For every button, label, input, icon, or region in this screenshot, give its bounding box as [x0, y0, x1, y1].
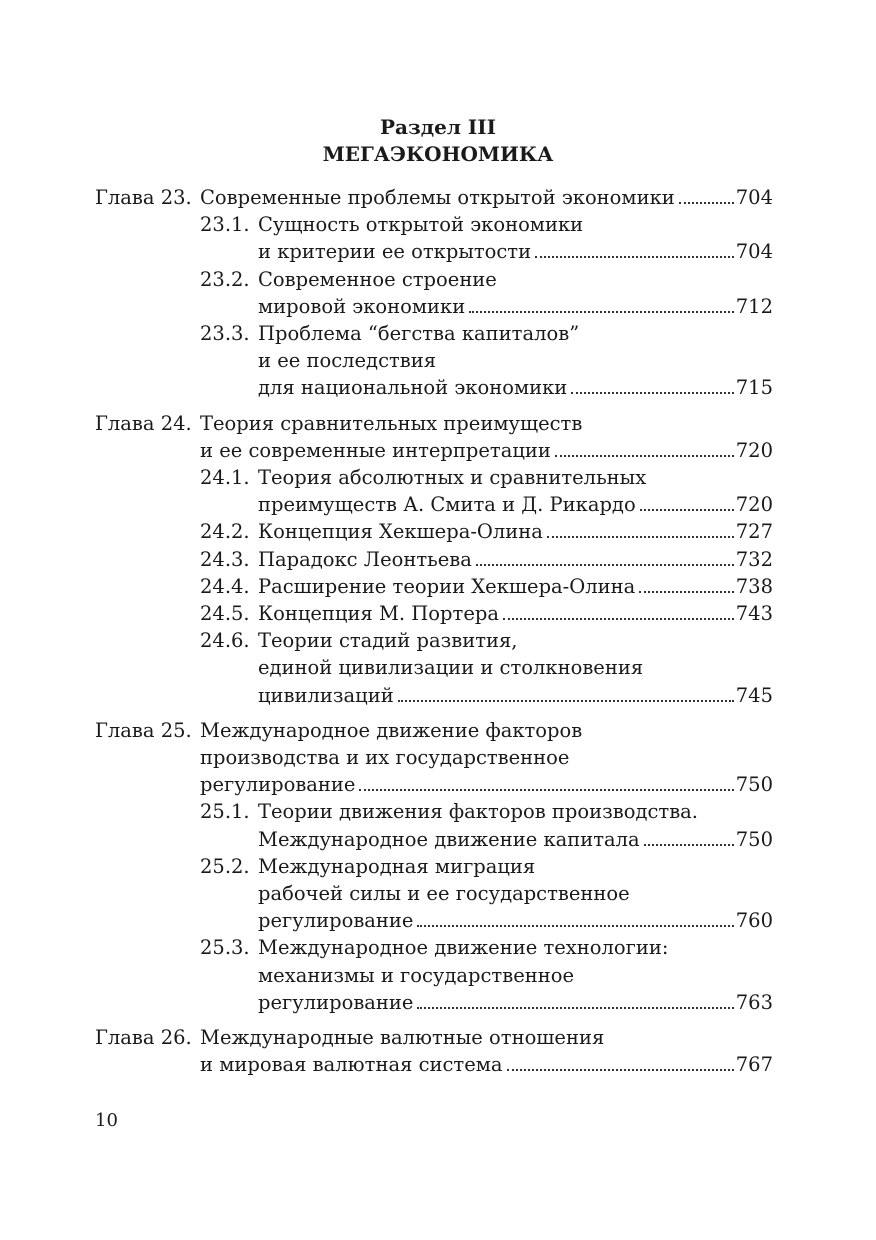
toc-line: Международное движение факторов — [200, 718, 583, 742]
subsection-page-number: 712 — [735, 294, 773, 318]
subsection-page-number: 732 — [735, 547, 773, 571]
subsection-entry — [200, 211, 773, 265]
chapter-body — [200, 717, 773, 1016]
chapter-last-line — [200, 1051, 773, 1078]
subsection-entry — [200, 266, 773, 320]
subsection-number: 23.1. — [200, 213, 250, 237]
chapter-page-number: 704 — [735, 186, 773, 209]
subsection-last-line — [258, 682, 773, 709]
subsection-title: Концепция М. Портера — [258, 602, 499, 626]
toc-line: Международная миграция — [258, 854, 536, 878]
chapter-last-line — [200, 771, 773, 798]
toc-line: Теории стадий развития, — [258, 629, 518, 653]
dot-leader — [679, 202, 734, 204]
dot-leader — [639, 591, 734, 593]
subsection-page-number: 704 — [735, 240, 773, 264]
chapter-entry — [95, 410, 773, 709]
subsection-number: 24.2. — [200, 520, 250, 544]
subsection-page-number: 743 — [735, 602, 773, 626]
subsection-title: Концепция Хекшера-Олина — [258, 520, 543, 544]
subsection-title: регулирование — [258, 990, 414, 1014]
chapter-page-number: 767 — [735, 1053, 773, 1077]
section-heading — [0, 114, 876, 168]
dot-leader — [469, 311, 734, 313]
toc-line: Международное движение технологии: — [258, 936, 669, 960]
dot-leader — [503, 618, 734, 620]
subsection-body — [258, 934, 773, 1016]
subsection-last-line — [258, 491, 773, 518]
subsection-last-line — [258, 518, 773, 545]
subsection-page-number: 738 — [735, 574, 773, 598]
toc-line: производства и их государственное — [200, 746, 570, 770]
subsection-last-line — [258, 600, 773, 627]
subsection-number: 23.2. — [200, 267, 250, 291]
subsection-title: мировой экономики — [258, 294, 466, 318]
chapter-last-line — [200, 437, 773, 464]
subsection-last-line — [258, 374, 773, 401]
subsection-last-line — [258, 989, 773, 1016]
dot-leader — [571, 392, 733, 394]
page-number: 10 — [95, 1110, 118, 1131]
subsection-number: 23.3. — [200, 322, 250, 346]
chapter-page-number: 720 — [735, 438, 773, 462]
subsection-last-line — [258, 573, 773, 600]
subsection-page-number: 745 — [735, 683, 773, 707]
subsection-entry — [200, 600, 773, 627]
subsection-number: 25.2. — [200, 854, 250, 878]
subsection-title: Парадокс Леонтьева — [258, 547, 472, 571]
subsection-entry — [200, 464, 773, 518]
chapter-last-line — [200, 184, 773, 211]
chapter-title: и мировая валютная система — [200, 1053, 503, 1077]
subsection-number: 24.6. — [200, 629, 250, 653]
subsection-title: преимуществ А. Смита и Д. Рикардо — [258, 493, 636, 517]
chapter-title: и ее современные интерпретации — [200, 438, 551, 462]
subsection-entry — [200, 934, 773, 1016]
subsection-number: 25.3. — [200, 936, 250, 960]
subsection-page-number: 715 — [735, 376, 773, 400]
subsection-title: Расширение теории Хекшера-Олина — [258, 574, 636, 598]
toc-line: механизмы и государственное — [258, 963, 575, 987]
subsection-body — [258, 320, 773, 402]
subsection-body — [258, 211, 773, 265]
dot-leader — [417, 1007, 733, 1009]
subsection-page-number: 720 — [735, 493, 773, 517]
toc-line: Современное строение — [258, 267, 497, 291]
chapter-body — [200, 184, 773, 402]
subsection-page-number: 763 — [735, 990, 773, 1014]
subsection-body — [258, 464, 773, 518]
toc-line: Теория сравнительных преимуществ — [200, 411, 583, 435]
subsection-body — [258, 798, 773, 852]
subsection-body — [258, 853, 773, 935]
dot-leader — [398, 700, 734, 702]
dot-leader — [555, 455, 734, 457]
subsection-entry — [200, 320, 773, 402]
subsection-page-number: 750 — [735, 827, 773, 851]
toc-line: единой цивилизации и столкновения — [258, 656, 644, 680]
subsection-title: Международное движение капитала — [258, 827, 640, 851]
toc-line: Теория абсолютных и сравнительных — [258, 466, 647, 490]
subsection-body — [258, 266, 773, 320]
subsection-body — [258, 546, 773, 573]
chapter-title: регулирование — [200, 773, 356, 797]
toc-line: Сущность открытой экономики — [258, 213, 584, 237]
section-title: МЕГАЭКОНОМИКА — [322, 142, 554, 166]
subsection-body — [258, 627, 773, 709]
subsection-body — [258, 573, 773, 600]
dot-leader — [417, 925, 733, 927]
subsection-title: и критерии ее открытости — [258, 240, 532, 264]
toc-line: и ее последствия — [258, 349, 437, 373]
dot-leader — [507, 1069, 734, 1071]
subsection-title: цивилизаций — [258, 683, 394, 707]
dot-leader — [535, 256, 734, 258]
chapter-label: Глава 23. — [95, 186, 192, 209]
toc-line: рабочей силы и ее государственное — [258, 882, 630, 906]
subsection-last-line — [258, 293, 773, 320]
chapter-body — [200, 1024, 773, 1078]
dot-leader — [640, 509, 734, 511]
subsection-entry — [200, 798, 773, 852]
subsection-body — [258, 518, 773, 545]
chapter-label: Глава 24. — [95, 411, 192, 435]
subsection-title: для национальной экономики — [258, 376, 568, 400]
dot-leader — [359, 789, 733, 791]
subsection-body — [258, 600, 773, 627]
subsection-entry — [200, 627, 773, 709]
chapter-label: Глава 25. — [95, 718, 192, 742]
chapter-label: Глава 26. — [95, 1026, 192, 1050]
subsection-entry — [200, 853, 773, 935]
subsection-page-number: 760 — [735, 909, 773, 933]
subsection-entry — [200, 573, 773, 600]
chapter-body — [200, 410, 773, 709]
subsection-page-number: 727 — [735, 520, 773, 544]
subsection-entry — [200, 518, 773, 545]
chapter-page-number: 750 — [735, 773, 773, 797]
subsection-last-line — [258, 826, 773, 853]
subsection-number: 24.5. — [200, 602, 250, 626]
subsection-last-line — [258, 907, 773, 934]
chapter-title: Современные проблемы открытой экономики — [200, 186, 675, 209]
section-label: Раздел III — [380, 115, 496, 139]
toc-line: Проблема “бегства капиталов” — [258, 322, 580, 346]
dot-leader — [547, 536, 734, 538]
subsection-number: 24.4. — [200, 574, 250, 598]
subsection-last-line — [258, 238, 773, 265]
subsection-number: 24.3. — [200, 547, 250, 571]
subsection-number: 25.1. — [200, 800, 250, 824]
subsection-last-line — [258, 546, 773, 573]
chapter-entry — [95, 184, 773, 402]
subsection-title: регулирование — [258, 909, 414, 933]
toc-line: Теории движения факторов производства. — [258, 800, 699, 824]
dot-leader — [476, 564, 734, 566]
subsection-entry — [200, 546, 773, 573]
toc-line: Международные валютные отношения — [200, 1026, 605, 1050]
chapter-entry — [95, 717, 773, 1016]
chapter-entry — [95, 1024, 773, 1078]
table-of-contents — [95, 184, 773, 1087]
dot-leader — [644, 844, 734, 846]
subsection-number: 24.1. — [200, 466, 250, 490]
